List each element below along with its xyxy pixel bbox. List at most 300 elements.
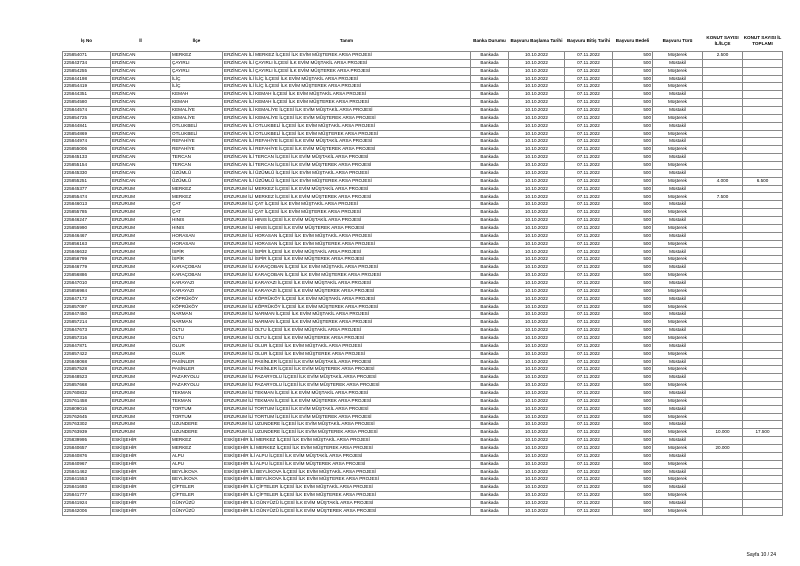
cell-is-no: 225844198 (63, 75, 111, 83)
cell-basvuru-turu: Müstakil (653, 468, 703, 476)
cell-baslama-tarihi: 10.10.2022 (509, 146, 565, 154)
cell-bitis-tarihi: 07.11.2022 (565, 209, 613, 217)
cell-baslama-tarihi: 10.10.2022 (509, 67, 565, 75)
cell-basvuru-bedeli: 500 (613, 287, 653, 295)
cell-il: ERZİNCAN (111, 59, 171, 67)
cell-tanim: ERZİNCAN İLİ KEMALİYE İLÇESİ İLK EVİM MÜŞTEREK ARSA PROJESİ (223, 114, 471, 122)
cell-il-toplami: 6.500 (743, 177, 783, 185)
table-row (63, 366, 783, 374)
cell-konut-sayisi (703, 232, 743, 240)
cell-banka-durumu: Bankada (471, 421, 509, 429)
cell-il-toplami (743, 122, 783, 130)
cell-bitis-tarihi: 07.11.2022 (565, 272, 613, 280)
cell-il-toplami (743, 421, 783, 429)
cell-konut-sayisi (703, 468, 743, 476)
cell-basvuru-turu: Müstakil (653, 91, 703, 99)
cell-is-no: 225763939 (63, 429, 111, 437)
cell-banka-durumu: Bankada (471, 154, 509, 162)
cell-ilce: TERCAN (171, 162, 223, 170)
cell-il-toplami (743, 75, 783, 83)
cell-il-toplami (743, 311, 783, 319)
cell-banka-durumu: Bankada (471, 319, 509, 327)
table-row (63, 334, 783, 342)
cell-baslama-tarihi: 10.10.2022 (509, 279, 565, 287)
cell-baslama-tarihi: 10.10.2022 (509, 256, 565, 264)
cell-il: ERZURUM (111, 256, 171, 264)
cell-ilce: MERKEZ (171, 185, 223, 193)
cell-baslama-tarihi: 10.10.2022 (509, 499, 565, 507)
cell-ilce: PAZARYOLU (171, 382, 223, 390)
cell-basvuru-bedeli: 500 (613, 75, 653, 83)
cell-il: ERZURUM (111, 397, 171, 405)
cell-il: ERZURUM (111, 264, 171, 272)
table-row (63, 492, 783, 500)
cell-basvuru-turu: Müstakil (653, 374, 703, 382)
cell-il: ERZİNCAN (111, 130, 171, 138)
cell-il-toplami (743, 342, 783, 350)
cell-is-no: 225841693 (63, 484, 111, 492)
cell-il-toplami (743, 279, 783, 287)
cell-ilce: ÇAT (171, 209, 223, 217)
cell-tanim: ERZURUM İLİ HINIS İLÇESİ İLK EVİM MÜŞTAKİL ARSA PROJESİ (223, 217, 471, 225)
cell-ilce: BEYLİKOVA (171, 476, 223, 484)
table-row (63, 169, 783, 177)
cell-il: ERZURUM (111, 303, 171, 311)
cell-ilce: MERKEZ (171, 444, 223, 452)
cell-il-toplami (743, 327, 783, 335)
cell-ilce: KEMALİYE (171, 114, 223, 122)
cell-banka-durumu: Bankada (471, 507, 509, 515)
cell-baslama-tarihi: 10.10.2022 (509, 350, 565, 358)
table-row (63, 460, 783, 468)
cell-basvuru-turu: Müşterek (653, 146, 703, 154)
cell-baslama-tarihi: 10.10.2022 (509, 201, 565, 209)
cell-il-toplami (743, 303, 783, 311)
table-row (63, 91, 783, 99)
cell-il-toplami: 17.500 (743, 429, 783, 437)
table-row (63, 327, 783, 335)
cell-ilce: UZUNDERE (171, 429, 223, 437)
cell-baslama-tarihi: 10.10.2022 (509, 240, 565, 248)
cell-is-no: 225847673 (63, 327, 111, 335)
table-row (63, 382, 783, 390)
cell-banka-durumu: Bankada (471, 366, 509, 374)
cell-konut-sayisi (703, 476, 743, 484)
cell-bitis-tarihi: 07.11.2022 (565, 138, 613, 146)
cell-banka-durumu: Bankada (471, 83, 509, 91)
cell-il-toplami (743, 248, 783, 256)
cell-bitis-tarihi: 07.11.2022 (565, 146, 613, 154)
cell-basvuru-bedeli: 500 (613, 67, 653, 75)
cell-banka-durumu: Bankada (471, 492, 509, 500)
cell-is-no: 225846247 (63, 217, 111, 225)
cell-banka-durumu: Bankada (471, 452, 509, 460)
header-basvuru-turu: Başvuru Türü (662, 37, 693, 43)
cell-ilce: TORTUM (171, 413, 223, 421)
cell-basvuru-turu: Müstakil (653, 311, 703, 319)
cell-il-toplami (743, 507, 783, 515)
cell-basvuru-turu: Müstakil (653, 484, 703, 492)
cell-konut-sayisi (703, 492, 743, 500)
table-row (63, 193, 783, 201)
cell-basvuru-turu: Müşterek (653, 303, 703, 311)
cell-il-toplami (743, 484, 783, 492)
cell-baslama-tarihi: 10.10.2022 (509, 224, 565, 232)
cell-tanim: ERZURUM İLİ İSPİR İLÇESİ İLK EVİM MÜŞTEREK ARSA PROJESİ (223, 256, 471, 264)
cell-il-toplami (743, 468, 783, 476)
cell-tanim: ERZURUM İLİ OLTU İLÇESİ İLK EVİM MÜŞTAKİL ARSA PROJESİ (223, 327, 471, 335)
cell-bitis-tarihi: 07.11.2022 (565, 476, 613, 484)
cell-is-no: 225857316 (63, 334, 111, 342)
table-row (63, 130, 783, 138)
cell-konut-sayisi (703, 114, 743, 122)
header-basvuru-bitis: Başvuru Bitiş Tarihi (566, 37, 611, 43)
cell-konut-sayisi (703, 209, 743, 217)
cell-bitis-tarihi: 07.11.2022 (565, 429, 613, 437)
cell-is-no: 225841553 (63, 476, 111, 484)
cell-banka-durumu: Bankada (471, 476, 509, 484)
cell-basvuru-turu: Müstakil (653, 452, 703, 460)
header-is-no: İş No (80, 37, 93, 43)
cell-basvuru-bedeli: 500 (613, 311, 653, 319)
cell-il: ERZİNCAN (111, 177, 171, 185)
cell-il: ESKİŞEHİR (111, 507, 171, 515)
cell-basvuru-bedeli: 500 (613, 303, 653, 311)
cell-baslama-tarihi: 10.10.2022 (509, 452, 565, 460)
cell-basvuru-turu: Müşterek (653, 507, 703, 515)
cell-bitis-tarihi: 07.11.2022 (565, 75, 613, 83)
cell-bitis-tarihi: 07.11.2022 (565, 507, 613, 515)
cell-is-no: 225840657 (63, 444, 111, 452)
cell-baslama-tarihi: 10.10.2022 (509, 232, 565, 240)
table-header-row (63, 30, 783, 52)
cell-bitis-tarihi: 07.11.2022 (565, 256, 613, 264)
table-row (63, 162, 783, 170)
table-row (63, 177, 783, 185)
table-row (63, 374, 783, 382)
cell-bitis-tarihi: 07.11.2022 (565, 468, 613, 476)
cell-ilce: HORASAN (171, 232, 223, 240)
cell-bitis-tarihi: 07.11.2022 (565, 107, 613, 115)
cell-basvuru-bedeli: 500 (613, 264, 653, 272)
cell-basvuru-bedeli: 500 (613, 334, 653, 342)
cell-basvuru-bedeli: 500 (613, 83, 653, 91)
cell-is-no: 225856163 (63, 240, 111, 248)
cell-bitis-tarihi: 07.11.2022 (565, 185, 613, 193)
cell-konut-sayisi (703, 91, 743, 99)
cell-banka-durumu: Bankada (471, 232, 509, 240)
cell-bitis-tarihi: 07.11.2022 (565, 437, 613, 445)
cell-tanim: ERZURUM İLİ PASİNLER İLÇESİ İLK EVİM MÜŞTEREK ARSA PROJESİ (223, 366, 471, 374)
cell-banka-durumu: Bankada (471, 59, 509, 67)
table-row (63, 232, 783, 240)
cell-basvuru-turu: Müşterek (653, 397, 703, 405)
cell-konut-sayisi (703, 311, 743, 319)
cell-baslama-tarihi: 10.10.2022 (509, 484, 565, 492)
table-row (63, 99, 783, 107)
cell-basvuru-bedeli: 500 (613, 468, 653, 476)
cell-basvuru-bedeli: 500 (613, 421, 653, 429)
cell-il-toplami (743, 193, 783, 201)
cell-il-toplami (743, 272, 783, 280)
cell-il: ERZURUM (111, 232, 171, 240)
cell-banka-durumu: Bankada (471, 279, 509, 287)
cell-ilce: OLUR (171, 350, 223, 358)
cell-basvuru-bedeli: 500 (613, 232, 653, 240)
cell-is-no: 225855474 (63, 193, 111, 201)
cell-il: ESKİŞEHİR (111, 499, 171, 507)
cell-tanim: ERZİNCAN İLİ KEMAH İLÇESİ İLK EVİM MÜŞTAKİL ARSA PROJESİ (223, 91, 471, 99)
cell-il: ERZURUM (111, 295, 171, 303)
cell-basvuru-bedeli: 500 (613, 240, 653, 248)
cell-is-no: 225856984 (63, 287, 111, 295)
cell-konut-sayisi (703, 303, 743, 311)
cell-banka-durumu: Bankada (471, 468, 509, 476)
cell-basvuru-turu: Müstakil (653, 201, 703, 209)
cell-tanim: ESKİŞEHİR İLİ ÇİFTELER İLÇESİ İLK EVİM MÜŞTEREK ARSA PROJESİ (223, 492, 471, 500)
table-row (63, 264, 783, 272)
cell-ilce: HINIS (171, 217, 223, 225)
cell-bitis-tarihi: 07.11.2022 (565, 193, 613, 201)
cell-il: ESKİŞEHİR (111, 476, 171, 484)
cell-banka-durumu: Bankada (471, 185, 509, 193)
table-row (63, 484, 783, 492)
cell-ilce: GÜNYÜZÜ (171, 507, 223, 515)
cell-il: ERZURUM (111, 240, 171, 248)
cell-ilce: TERCAN (171, 154, 223, 162)
cell-is-no: 225760832 (63, 389, 111, 397)
table-row (63, 272, 783, 280)
table-row (63, 444, 783, 452)
cell-ilce: REFAHİYE (171, 146, 223, 154)
table-row (63, 452, 783, 460)
cell-banka-durumu: Bankada (471, 272, 509, 280)
cell-baslama-tarihi: 10.10.2022 (509, 138, 565, 146)
cell-banka-durumu: Bankada (471, 437, 509, 445)
cell-baslama-tarihi: 10.10.2022 (509, 264, 565, 272)
header-konut-sayisi-il-ilce: KONUT SAYISI İL/İLÇE (706, 35, 739, 46)
cell-tanim: ERZURUM İLİ KÖPRÜKÖY İLÇESİ İLK EVİM MÜŞTAKİL ARSA PROJESİ (223, 295, 471, 303)
cell-banka-durumu: Bankada (471, 240, 509, 248)
cell-is-no: 225839995 (63, 437, 111, 445)
cell-basvuru-turu: Müstakil (653, 437, 703, 445)
cell-is-no: 225846779 (63, 264, 111, 272)
cell-tanim: ERZİNCAN İLİ ÜZÜMLÜ İLÇESİ İLK EVİM MÜŞTEREK ARSA PROJESİ (223, 177, 471, 185)
cell-bitis-tarihi: 07.11.2022 (565, 248, 613, 256)
table-row (63, 185, 783, 193)
cell-tanim: ERZİNCAN İLİ MERKEZ İLÇESİ İLK EVİM MÜŞTEREK ARSA PROJESİ (223, 52, 471, 60)
cell-il-toplami (743, 389, 783, 397)
cell-ilce: ÇİFTELER (171, 484, 223, 492)
cell-basvuru-turu: Müşterek (653, 99, 703, 107)
cell-ilce: TEKMAN (171, 389, 223, 397)
cell-banka-durumu: Bankada (471, 91, 509, 99)
cell-ilce: ALPU (171, 460, 223, 468)
cell-baslama-tarihi: 10.10.2022 (509, 437, 565, 445)
cell-tanim: ESKİŞEHİR İLİ GÜNYÜZÜ İLÇESİ İLK EVİM MÜŞTAKİL ARSA PROJESİ (223, 499, 471, 507)
cell-il-toplami (743, 334, 783, 342)
cell-basvuru-turu: Müşterek (653, 83, 703, 91)
cell-basvuru-turu: Müstakil (653, 232, 703, 240)
cell-bitis-tarihi: 07.11.2022 (565, 327, 613, 335)
cell-basvuru-turu: Müstakil (653, 107, 703, 115)
cell-baslama-tarihi: 10.10.2022 (509, 358, 565, 366)
table-row (63, 240, 783, 248)
cell-tanim: ERZİNCAN İLİ KEMALİYE İLÇESİ İLK EVİM MÜŞTAKİL ARSA PROJESİ (223, 107, 471, 115)
cell-ilce: OTLUKBELİ (171, 130, 223, 138)
cell-basvuru-turu: Müşterek (653, 67, 703, 75)
cell-ilce: ÇAYIRLI (171, 59, 223, 67)
table-row (63, 303, 783, 311)
cell-il: ESKİŞEHİR (111, 444, 171, 452)
table-row (63, 122, 783, 130)
cell-is-no: 225857214 (63, 319, 111, 327)
header-il: İl (139, 37, 142, 43)
cell-basvuru-bedeli: 500 (613, 162, 653, 170)
cell-il-toplami (743, 162, 783, 170)
cell-tanim: ESKİŞEHİR İLİ MERKEZ İLÇESİ İLK EVİM MÜŞTAKİL ARSA PROJESİ (223, 437, 471, 445)
cell-basvuru-bedeli: 500 (613, 452, 653, 460)
cell-il-toplami (743, 444, 783, 452)
cell-il-toplami (743, 437, 783, 445)
table-row (63, 319, 783, 327)
cell-ilce: ÇAT (171, 201, 223, 209)
cell-il-toplami (743, 382, 783, 390)
cell-tanim: ERZİNCAN İLİ REFAHİYE İLÇESİ İLK EVİM MÜŞTAKİL ARSA PROJESİ (223, 138, 471, 146)
cell-il: ERZİNCAN (111, 154, 171, 162)
cell-banka-durumu: Bankada (471, 169, 509, 177)
table-row (63, 114, 783, 122)
cell-konut-sayisi (703, 138, 743, 146)
cell-bitis-tarihi: 07.11.2022 (565, 99, 613, 107)
cell-ilce: MERKEZ (171, 437, 223, 445)
cell-basvuru-turu: Müstakil (653, 75, 703, 83)
cell-konut-sayisi (703, 264, 743, 272)
cell-bitis-tarihi: 07.11.2022 (565, 130, 613, 138)
cell-is-no: 225857668 (63, 382, 111, 390)
cell-tanim: ERZURUM İLİ TORTUM İLÇESİ İLK EVİM MÜŞTAKİL ARSA PROJESİ (223, 405, 471, 413)
cell-banka-durumu: Bankada (471, 499, 509, 507)
cell-basvuru-bedeli: 500 (613, 342, 653, 350)
cell-ilce: PASİNLER (171, 358, 223, 366)
cell-baslama-tarihi: 10.10.2022 (509, 75, 565, 83)
cell-is-no: 225844841 (63, 122, 111, 130)
cell-bitis-tarihi: 07.11.2022 (565, 232, 613, 240)
cell-konut-sayisi (703, 334, 743, 342)
table-row (63, 107, 783, 115)
cell-banka-durumu: Bankada (471, 389, 509, 397)
cell-konut-sayisi (703, 421, 743, 429)
cell-baslama-tarihi: 10.10.2022 (509, 185, 565, 193)
cell-tanim: ERZURUM İLİ ÇAT İLÇESİ İLK EVİM MÜŞTAKİL ARSA PROJESİ (223, 201, 471, 209)
cell-ilce: OTLUKBELİ (171, 122, 223, 130)
cell-ilce: PAZARYOLU (171, 374, 223, 382)
cell-konut-sayisi (703, 75, 743, 83)
cell-basvuru-turu: Müşterek (653, 460, 703, 468)
cell-is-no: 225847010 (63, 279, 111, 287)
cell-bitis-tarihi: 07.11.2022 (565, 350, 613, 358)
cell-ilce: OLUR (171, 342, 223, 350)
cell-il: ESKİŞEHİR (111, 492, 171, 500)
cell-basvuru-bedeli: 500 (613, 177, 653, 185)
cell-il-toplami (743, 499, 783, 507)
cell-baslama-tarihi: 10.10.2022 (509, 154, 565, 162)
cell-il: ERZURUM (111, 382, 171, 390)
cell-konut-sayisi: 7.500 (703, 193, 743, 201)
table-row (63, 279, 783, 287)
table-row (63, 397, 783, 405)
cell-konut-sayisi (703, 374, 743, 382)
cell-tanim: ERZİNCAN İLİ KEMAH İLÇESİ İLK EVİM MÜŞTEREK ARSA PROJESİ (223, 99, 471, 107)
cell-il-toplami (743, 107, 783, 115)
cell-bitis-tarihi: 07.11.2022 (565, 460, 613, 468)
cell-konut-sayisi (703, 350, 743, 358)
cell-baslama-tarihi: 10.10.2022 (509, 83, 565, 91)
cell-basvuru-turu: Müşterek (653, 444, 703, 452)
cell-banka-durumu: Bankada (471, 146, 509, 154)
table-row (63, 468, 783, 476)
table-row (63, 154, 783, 162)
cell-ilce: MERKEZ (171, 193, 223, 201)
cell-il: ERZURUM (111, 272, 171, 280)
cell-basvuru-bedeli: 500 (613, 413, 653, 421)
cell-konut-sayisi (703, 507, 743, 515)
cell-basvuru-bedeli: 500 (613, 429, 653, 437)
cell-bitis-tarihi: 07.11.2022 (565, 342, 613, 350)
cell-basvuru-turu: Müstakil (653, 421, 703, 429)
cell-is-no: 225857528 (63, 366, 111, 374)
cell-banka-durumu: Bankada (471, 177, 509, 185)
cell-basvuru-bedeli: 500 (613, 154, 653, 162)
cell-is-no: 225846467 (63, 232, 111, 240)
cell-basvuru-turu: Müşterek (653, 177, 703, 185)
cell-banka-durumu: Bankada (471, 311, 509, 319)
cell-basvuru-bedeli: 500 (613, 374, 653, 382)
cell-banka-durumu: Bankada (471, 342, 509, 350)
cell-basvuru-bedeli: 500 (613, 130, 653, 138)
cell-bitis-tarihi: 07.11.2022 (565, 358, 613, 366)
cell-il: ESKİŞEHİR (111, 452, 171, 460)
cell-ilce: KARAÇOBAN (171, 272, 223, 280)
cell-basvuru-turu: Müşterek (653, 429, 703, 437)
cell-is-no: 225857422 (63, 350, 111, 358)
cell-is-no: 225856799 (63, 256, 111, 264)
cell-basvuru-turu: Müstakil (653, 59, 703, 67)
cell-il: ERZURUM (111, 209, 171, 217)
table-row (63, 287, 783, 295)
cell-basvuru-bedeli: 500 (613, 437, 653, 445)
cell-il-toplami (743, 138, 783, 146)
cell-konut-sayisi (703, 240, 743, 248)
cell-bitis-tarihi: 07.11.2022 (565, 319, 613, 327)
cell-baslama-tarihi: 10.10.2022 (509, 382, 565, 390)
cell-baslama-tarihi: 10.10.2022 (509, 295, 565, 303)
cell-il-toplami (743, 374, 783, 382)
cell-banka-durumu: Bankada (471, 162, 509, 170)
cell-konut-sayisi (703, 217, 743, 225)
cell-banka-durumu: Bankada (471, 334, 509, 342)
cell-is-no: 225845133 (63, 154, 111, 162)
cell-bitis-tarihi: 07.11.2022 (565, 492, 613, 500)
cell-basvuru-bedeli: 500 (613, 484, 653, 492)
cell-bitis-tarihi: 07.11.2022 (565, 452, 613, 460)
cell-konut-sayisi (703, 397, 743, 405)
cell-il-toplami (743, 358, 783, 366)
cell-banka-durumu: Bankada (471, 209, 509, 217)
cell-il: ERZİNCAN (111, 99, 171, 107)
cell-ilce: İSPİR (171, 248, 223, 256)
cell-il: ERZURUM (111, 421, 171, 429)
